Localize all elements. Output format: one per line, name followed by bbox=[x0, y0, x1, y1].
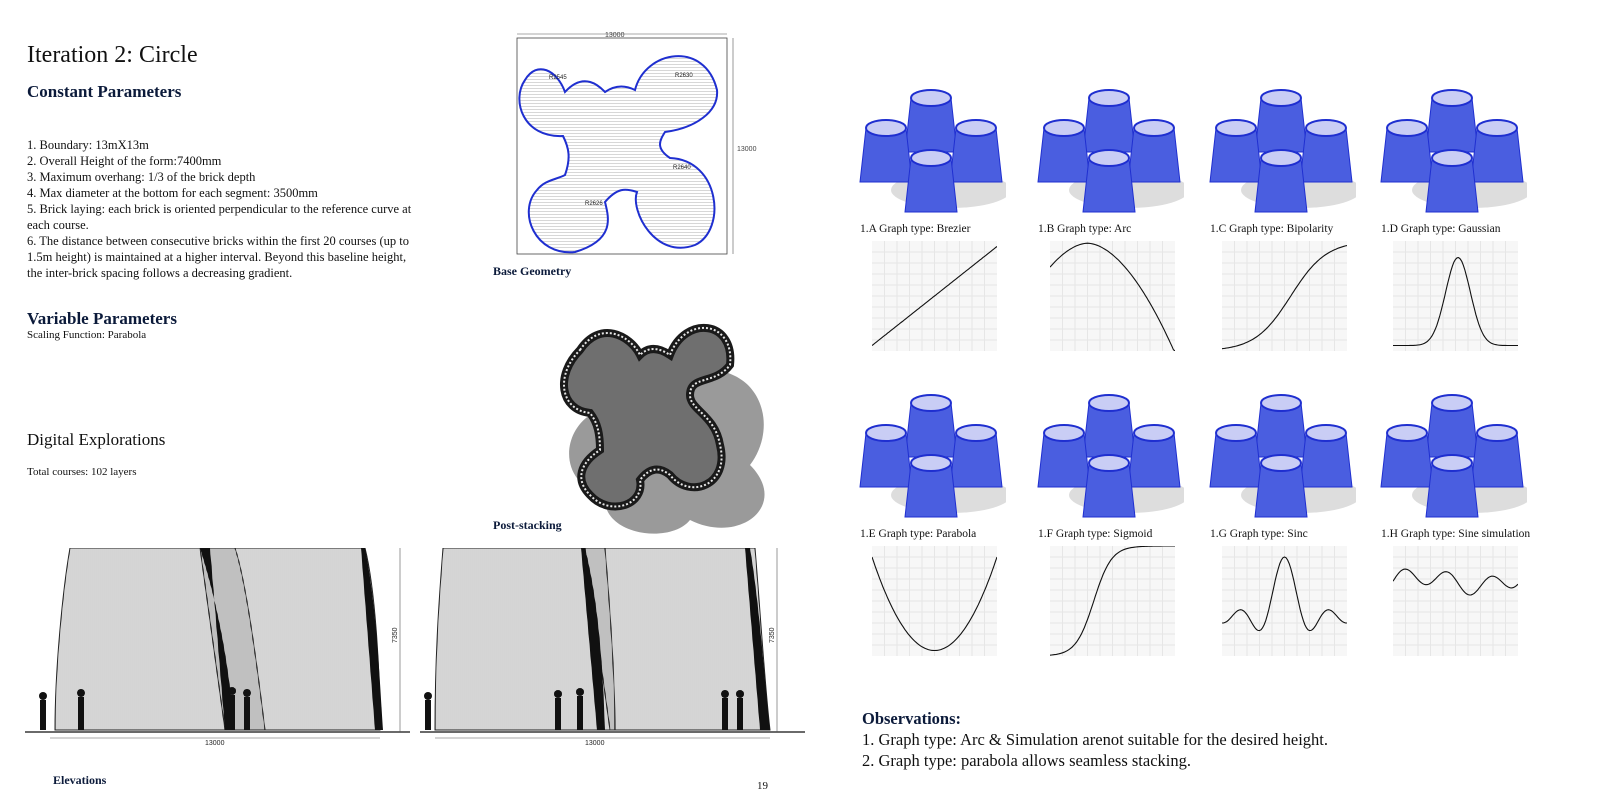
constant-item: 6. The distance between consecutive bricks within the first 20 courses (up to bbox=[27, 234, 409, 248]
elevations-caption: Elevations bbox=[53, 773, 107, 787]
graph-caption: 1.G Graph type: Sinc bbox=[1210, 528, 1308, 540]
constant-item: 4. Max diameter at the bottom for each segment: 3500mm bbox=[27, 186, 318, 200]
form-render bbox=[1206, 80, 1356, 220]
base-geometry-plan bbox=[505, 30, 760, 265]
graph-plot bbox=[872, 241, 997, 351]
base-geometry-outline bbox=[519, 56, 717, 252]
radius-label: R2626 bbox=[585, 201, 603, 207]
form-render bbox=[1034, 385, 1184, 525]
digital-explorations-heading: Digital Explorations bbox=[27, 430, 166, 449]
elevation-right-width-label: 13000 bbox=[585, 740, 605, 747]
graph-plot bbox=[1050, 241, 1175, 351]
page-number: 19 bbox=[757, 780, 768, 792]
graph-plot bbox=[1050, 546, 1175, 656]
constant-item: 2. Overall Height of the form:7400mm bbox=[27, 154, 222, 168]
form-render bbox=[1377, 80, 1527, 220]
elevation-right-height-label: 7350 bbox=[769, 627, 776, 643]
form-render bbox=[856, 80, 1006, 220]
graph-plot bbox=[1393, 546, 1518, 656]
graph-caption: 1.B Graph type: Arc bbox=[1038, 223, 1132, 235]
form-render bbox=[1377, 385, 1527, 525]
post-stacking-render bbox=[530, 295, 780, 545]
post-stacking-caption: Post-stacking bbox=[493, 518, 562, 532]
graph-plot bbox=[872, 546, 997, 656]
radius-label: R2630 bbox=[675, 73, 693, 79]
observations-heading: Observations: bbox=[862, 709, 961, 728]
graph-caption: 1.D Graph type: Gaussian bbox=[1381, 223, 1501, 235]
elevation-left bbox=[25, 548, 410, 738]
constant-item: 1.5m height) is maintained at a higher interval. Beyond this baseline height, bbox=[27, 250, 407, 264]
observation-item: 1. Graph type: Arc & Simulation arenot suitable for the desired height. bbox=[862, 730, 1329, 749]
constant-parameters-heading: Constant Parameters bbox=[27, 82, 182, 101]
observation-item: 2. Graph type: parabola allows seamless stacking. bbox=[862, 751, 1191, 770]
graph-plot bbox=[1222, 241, 1347, 351]
graph-caption: 1.A Graph type: Brezier bbox=[860, 223, 971, 235]
page-title: Iteration 2: Circle bbox=[27, 42, 198, 68]
graph-plot bbox=[1222, 546, 1347, 656]
elevation-left-height-label: 7350 bbox=[392, 627, 399, 643]
constant-item: 5. Brick laying: each brick is oriented perpendicular to the reference curve at bbox=[27, 202, 412, 216]
constant-item: 1. Boundary: 13mX13m bbox=[27, 138, 149, 152]
dim-top-label: 13000 bbox=[605, 32, 625, 39]
constant-parameters-list bbox=[27, 137, 437, 281]
elevation-right bbox=[420, 548, 805, 738]
graph-caption: 1.F Graph type: Sigmoid bbox=[1038, 528, 1153, 540]
dim-right-label: 13000 bbox=[737, 146, 757, 153]
form-render bbox=[1034, 80, 1184, 220]
elevations-drawing bbox=[25, 548, 805, 768]
graph-plot bbox=[1393, 241, 1518, 351]
constant-item: 3. Maximum overhang: 1/3 of the brick depth bbox=[27, 170, 256, 184]
constant-item: the inter-brick spacing follows a decreasing gradient. bbox=[27, 266, 293, 280]
graph-caption: 1.H Graph type: Sine simulation bbox=[1381, 528, 1531, 540]
form-render bbox=[1206, 385, 1356, 525]
graph-caption: 1.C Graph type: Bipolarity bbox=[1210, 223, 1334, 235]
graph-caption: 1.E Graph type: Parabola bbox=[860, 528, 977, 540]
graph-grid bbox=[860, 80, 1580, 690]
scaling-function-text: Scaling Function: Parabola bbox=[27, 329, 147, 341]
base-geometry-caption: Base Geometry bbox=[493, 264, 572, 278]
variable-parameters-heading: Variable Parameters bbox=[27, 309, 177, 328]
constant-item: each course. bbox=[27, 218, 89, 232]
form-render bbox=[856, 385, 1006, 525]
radius-label: R2640 bbox=[673, 165, 691, 171]
radius-label: R2545 bbox=[549, 75, 567, 81]
elevation-left-width-label: 13000 bbox=[205, 740, 225, 747]
total-courses-text: Total courses: 102 layers bbox=[27, 466, 137, 478]
